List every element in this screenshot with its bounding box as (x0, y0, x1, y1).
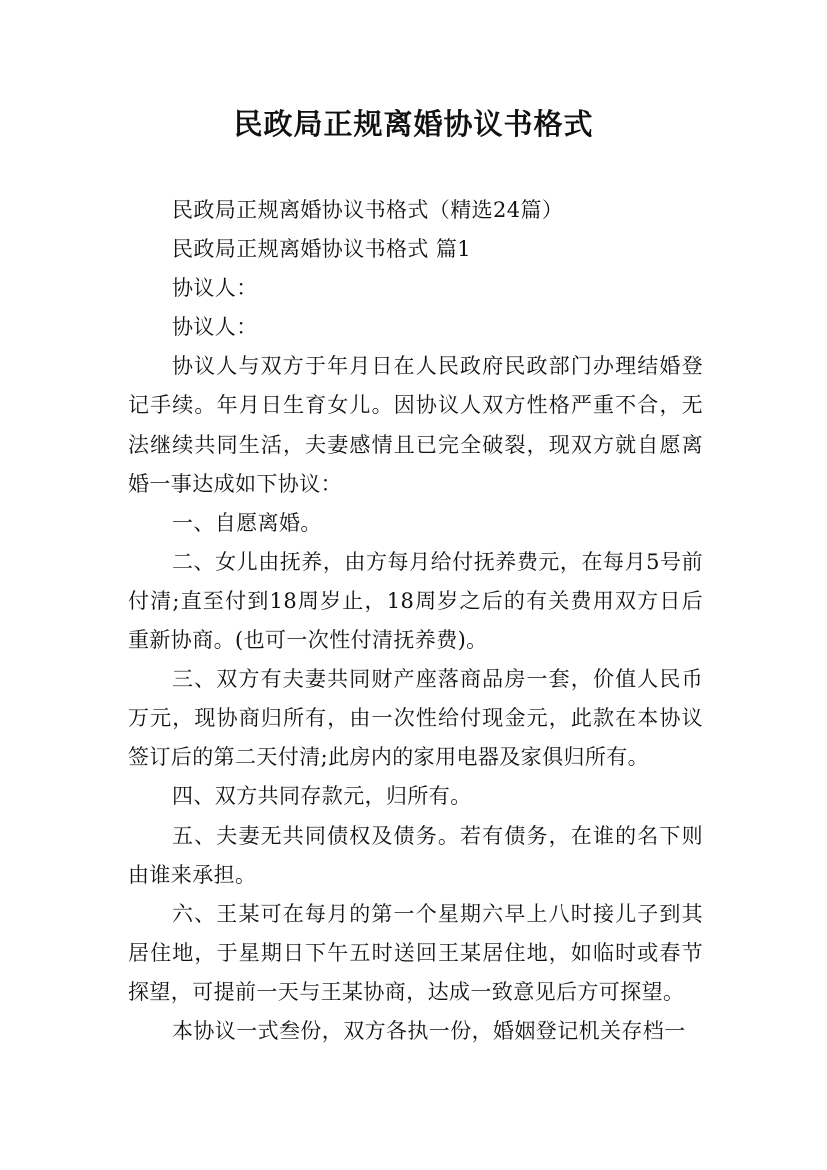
paragraph-clause-1: 一、自愿离婚。 (172, 510, 322, 535)
paragraph-copies: 本协议一式叁份，双方各执一份，婚姻登记机关存档一 (172, 1018, 686, 1043)
paragraph-clause-6: 六、王某可在每月的第一个星期六早上八时接儿子到其居住地，于星期日下午五时送回王某居住地，如临时或春节探望，可提前一天与王某协商，达成一致意见后方可探望。 (128, 901, 703, 1004)
paragraph-subtitle: 民政局正规离婚协议书格式（精选24篇） (172, 198, 564, 222)
paragraph-clause-5: 五、夫妻无共同债权及债务。若有债务，在谁的名下则由谁来承担。 (128, 823, 703, 887)
paragraph-party-1: 协议人： (172, 276, 258, 301)
paragraph-section-heading: 民政局正规离婚协议书格式 篇1 (172, 237, 472, 262)
paragraph-clause-4: 四、双方共同存款元，归所有。 (172, 784, 472, 809)
document-title: 民政局正规离婚协议书格式 (233, 107, 594, 141)
paragraph-party-2: 协议人： (172, 315, 258, 340)
paragraph-clause-3: 三、双方有夫妻共同财产座落商品房一套，价值人民币万元，现协商归所有，由一次性给付现金元，此款在本协议签订后的第二天付清;此房内的家用电器及家俱归所有。 (128, 667, 703, 770)
document-body (128, 191, 703, 1051)
paragraph-preamble: 协议人与双方于年月日在人民政府民政部门办理结婚登记手续。年月日生育女儿。因协议人双方性格严重不合，无法继续共同生活，夫妻感情且已完全破裂，现双方就自愿离婚一事达成如下协议： (128, 354, 703, 496)
paragraph-clause-2: 二、女儿由抚养，由方每月给付抚养费元，在每月5号前付清;直至付到18周岁止，18周岁之后的有关费用双方日后重新协商。(也可一次性付清抚养费)。 (128, 549, 703, 653)
